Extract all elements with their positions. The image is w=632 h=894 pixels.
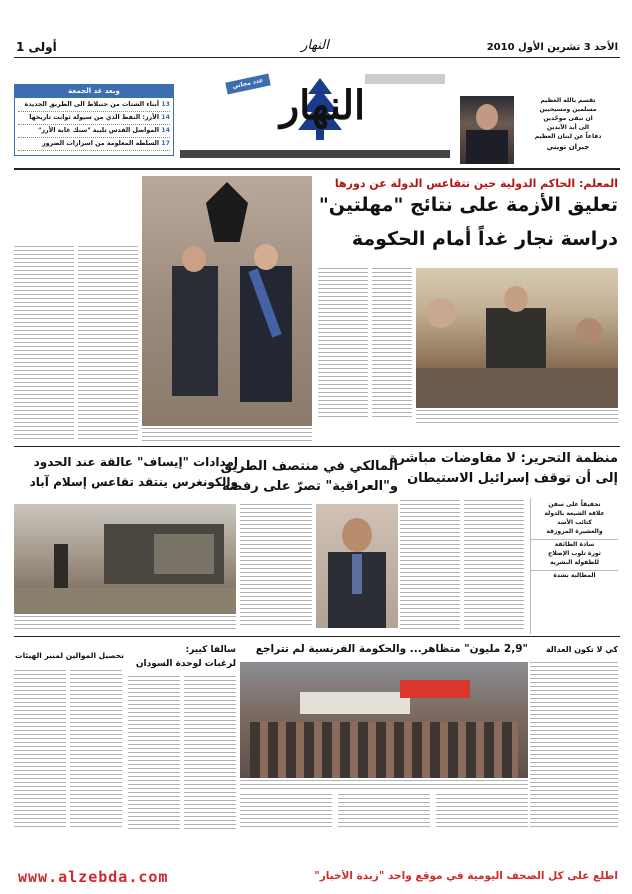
- side-item[interactable]: علاقة الشيعة بالدولة: [544, 510, 605, 517]
- caption-line: الى أبد الآبدين: [546, 124, 590, 131]
- portrait-photo: [460, 96, 514, 164]
- isaf-headline-2: والكونغرس ينتقد تقاعس إسلام آباد: [29, 475, 238, 489]
- side-column: [530, 498, 618, 634]
- issue-date: الأحد 3 تشرين الأول 2010: [486, 42, 618, 53]
- portrait-caption: [518, 96, 618, 152]
- isaf-photo-caption: [14, 616, 236, 630]
- assad-photo-caption: [142, 428, 312, 442]
- lower-rule: [14, 636, 620, 637]
- mid-rule: [14, 446, 620, 447]
- plo-headline-2: إلى أن توقف إسرائيل الاستيطان: [407, 471, 618, 486]
- caption-line: مسلمين ومسيحيين: [539, 106, 597, 113]
- maliki-headline-2: و"العراقية" تصرّ على رفضه: [222, 479, 398, 494]
- caption-line: ان نبقى موحّدين: [543, 115, 593, 122]
- sudan-subtitle: لرغبات لوحدة السودان: [135, 659, 236, 669]
- plo-text-col-1: [400, 500, 460, 630]
- side-item[interactable]: والعشيرة المروزقة: [546, 528, 603, 535]
- lead-text-col-1: [318, 268, 368, 418]
- lead-kicker: المعلم: الحاكم الدولية حين تتقاعس الدولة عن دورها: [334, 177, 618, 190]
- teaser-item[interactable]: 14 المواصل القدس تلبية "سنك غابة الأرز": [18, 125, 170, 138]
- assad-text-col-2: [78, 246, 138, 442]
- tagline-tag: عدد مجاني: [225, 74, 271, 95]
- top-paper-name: النهار: [301, 38, 329, 53]
- side-item[interactable]: تحقيقاً على سفن: [548, 501, 601, 508]
- side-item[interactable]: سادة الطائفة: [531, 539, 618, 549]
- teaser-item[interactable]: 17 السلطة المعلومة من اسرارات الضرور: [18, 138, 170, 151]
- footer-url-link[interactable]: www.alzebda.com: [18, 868, 169, 886]
- logo-strip: [365, 74, 445, 84]
- teaser-item[interactable]: 14 الأرز: النفط الذي من سيولة ثوابت تاريخها: [18, 112, 170, 125]
- france-text-col-1: [240, 794, 332, 830]
- france-photo-caption: [240, 780, 528, 790]
- left-title: تحصيل الموالين لمنبر الهيئات: [15, 651, 124, 660]
- lead-photo: [416, 268, 618, 408]
- maliki-text-col: [240, 504, 312, 628]
- france-text-col-2: [338, 794, 430, 830]
- side-item[interactable]: للطفولة البشرية: [549, 559, 600, 566]
- assad-text-col-1: [14, 246, 74, 442]
- lead-headline-2: دراسة نجار غداً أمام الحكومة: [351, 228, 618, 250]
- france-headline: "2,9 مليون" متظاهر... والحكومة الفرنسية لم تتراجع: [255, 643, 528, 655]
- justice-text-col: [530, 662, 618, 830]
- teaser-item[interactable]: 13 أبناء الشتات من جنبلاط الى الطريق الجديدة: [18, 99, 170, 112]
- lead-text-col-2: [372, 268, 412, 418]
- france-text-col-3: [436, 794, 528, 830]
- caption-name: جبران تويني: [546, 143, 590, 151]
- sudan-text-col-2: [184, 676, 236, 830]
- logo-text: النهار: [279, 82, 366, 129]
- left-text-col-1: [14, 670, 66, 830]
- side-item[interactable]: كتائب الأسد: [557, 519, 592, 526]
- footer-banner: [0, 862, 632, 894]
- justice-headline: كي لا تكون العدالة: [545, 645, 618, 654]
- sudan-text-col-1: [128, 676, 180, 830]
- isaf-photo: [14, 504, 236, 614]
- footer-slogan: اطلع على كل الصحف اليومية في موقع واحد "زبدة الأخبار": [314, 870, 618, 882]
- side-item[interactable]: المطالبة بشدة: [531, 570, 618, 580]
- caption-line: تقسم بالله العظيم: [540, 97, 596, 104]
- left-text-col-2: [70, 670, 122, 830]
- lead-photo-caption: [416, 410, 618, 424]
- side-item[interactable]: ثورة تلوب الإصلاح: [548, 550, 601, 557]
- isaf-headline-1: إمدادات "إيساف" عالقة عند الحدود: [33, 455, 238, 469]
- france-protest-photo: [240, 662, 528, 778]
- top-rule: [14, 57, 620, 58]
- page-label: أولى 1: [16, 40, 57, 54]
- plo-headline-1: منظمة التحرير: لا مفاوضات مباشرة: [389, 451, 618, 466]
- masthead-rule: [14, 168, 620, 170]
- teaser-box: [14, 84, 174, 156]
- assad-photo: [142, 176, 312, 426]
- maliki-photo: [316, 504, 398, 628]
- issue-info-strip: [180, 150, 450, 158]
- caption-line: دفاعاً عن لبنان العظيم: [534, 133, 602, 140]
- maliki-headline-1: المالكي في منتصف الطريق: [220, 459, 398, 474]
- lead-headline-1: تعليق الأزمة على نتائج "مهلتين": [318, 194, 618, 216]
- sudan-title: سالفا كيير:: [185, 645, 236, 655]
- teaser-box-header: وبعد غد الجمعة: [15, 85, 173, 98]
- plo-text-col-2: [464, 500, 524, 630]
